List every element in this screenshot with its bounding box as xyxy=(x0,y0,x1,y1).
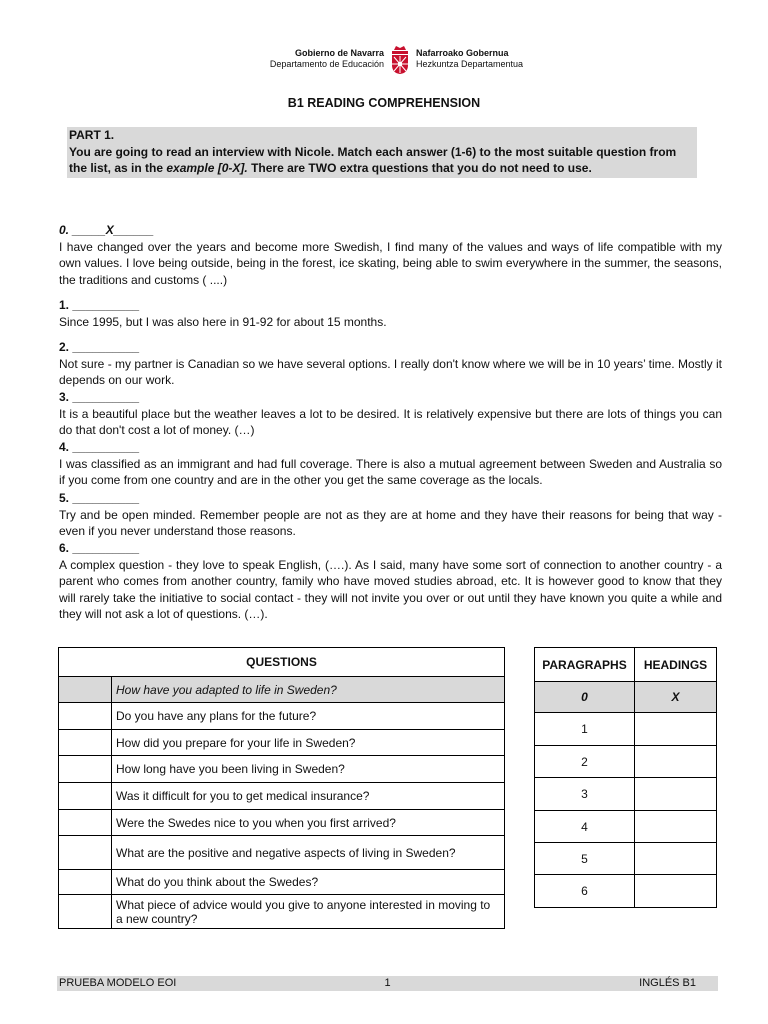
instructions-text-before: You are going to read an interview with Nicole. Match each answer (1-6) to the most suitable question from the list, as in the xyxy=(69,144,677,175)
org-eu-line1: Nafarroako Gobernua xyxy=(416,48,509,58)
org-eu-line2: Hezkuntza Departamentua xyxy=(416,59,524,69)
paragraph-3 xyxy=(59,389,722,439)
instructions-box xyxy=(67,127,697,178)
paragraph-number: 3 xyxy=(535,778,635,811)
org-name-spanish xyxy=(270,48,384,70)
heading-answer-cell[interactable] xyxy=(635,843,717,875)
answer-row xyxy=(535,875,717,908)
paragraph-text: It is a beautiful place but the weather leaves a lot to be desired. It is relatively expensive but there are lots of things you can do that don't cost a lot of money. (…) xyxy=(59,406,722,437)
answer-row xyxy=(535,778,717,811)
answer-row xyxy=(535,811,717,843)
paragraph-0 xyxy=(59,222,722,288)
paragraph-text: I have changed over the years and become more Swedish, I find many of the values and ways of life compatible with my own values. I love being outside, being in the forest, ice skating, being able to swim everywhere in the summer, the seasons, the traditions and customs ( ....) xyxy=(59,239,722,287)
question-row xyxy=(59,703,505,730)
org-es-line1: Gobierno de Navarra xyxy=(294,48,384,58)
paragraph-text: Not sure - my partner is Canadian so we have several options. I really don't know where we will be in 10 years’ time. Mostly it depends on our work. xyxy=(59,356,722,387)
question-row xyxy=(59,836,505,870)
answer-cell[interactable] xyxy=(59,730,112,756)
org-es-line2: Departamento de Educación xyxy=(269,59,384,69)
paragraph-label: 0. _____X______ xyxy=(59,223,154,237)
part-label: PART 1. xyxy=(69,128,115,142)
answer-cell[interactable] xyxy=(59,870,112,895)
paragraph-number: 2 xyxy=(535,746,635,778)
paragraph-number: 6 xyxy=(535,875,635,908)
paragraph-text: Try and be open minded. Remember people are not as they are at home and they have their reasons for being that way - even if you never understand those reasons. xyxy=(59,507,722,538)
answer-row xyxy=(535,843,717,875)
instructions-text-after: There are TWO extra questions that you do not need to use. xyxy=(247,161,592,175)
heading-answer-cell[interactable] xyxy=(635,746,717,778)
instructions-example: example [0-X]. xyxy=(166,161,248,175)
question-row xyxy=(59,810,505,836)
paragraph-4 xyxy=(59,439,722,489)
question-row xyxy=(59,783,505,810)
paragraph-1 xyxy=(59,297,722,330)
paragraph-6 xyxy=(59,540,722,623)
paragraph-label: 4. __________ xyxy=(59,440,140,454)
page-header xyxy=(0,45,768,79)
paragraph-5 xyxy=(59,490,722,540)
answer-row xyxy=(535,746,717,778)
paragraph-text: Since 1995, but I was also here in 91-92 for about 15 months. xyxy=(59,314,387,329)
question-row xyxy=(59,870,505,895)
answer-cell[interactable] xyxy=(59,756,112,783)
paragraph-label: 2. __________ xyxy=(59,340,140,354)
answer-cell[interactable] xyxy=(59,703,112,730)
paragraph-label: 1. __________ xyxy=(59,298,140,312)
paragraph-text: I was classified as an immigrant and had full coverage. There is also a mutual agreement between Sweden and Australia so if you come from one country and are in the other you get the same coverage as the locals. xyxy=(59,456,722,487)
paragraph-label: 5. __________ xyxy=(59,491,140,505)
page-number: 1 xyxy=(384,977,391,989)
question-text: What piece of advice would you give to anyone interested in moving to a new country? xyxy=(112,895,505,929)
heading-answer: X xyxy=(671,690,680,704)
question-row xyxy=(59,756,505,783)
question-text: Were the Swedes nice to you when you first arrived? xyxy=(112,810,505,836)
heading-answer-cell[interactable] xyxy=(635,778,717,811)
heading-answer-cell[interactable] xyxy=(635,713,717,746)
question-text: Was it difficult for you to get medical insurance? xyxy=(112,783,505,810)
paragraph-2 xyxy=(59,339,722,389)
paragraph-label: 3. __________ xyxy=(59,390,140,404)
question-text: How have you adapted to life in Sweden? xyxy=(116,682,337,697)
paragraph-number: 5 xyxy=(535,843,635,875)
footer-left: PRUEBA MODELO EOI xyxy=(59,977,177,989)
paragraphs-header: PARAGRAPHS xyxy=(535,648,635,682)
question-text: How did you prepare for your life in Sweden? xyxy=(112,730,505,756)
navarra-crest-icon xyxy=(390,45,410,75)
answer-cell[interactable] xyxy=(59,810,112,836)
heading-answer-cell[interactable] xyxy=(635,811,717,843)
answer-row xyxy=(535,713,717,746)
page-footer xyxy=(57,976,718,991)
footer-right: INGLÉS B1 xyxy=(639,977,696,989)
paragraph-number: 0 xyxy=(581,690,588,704)
question-text: What do you think about the Swedes? xyxy=(112,870,505,895)
question-row xyxy=(59,730,505,756)
org-name-basque xyxy=(416,48,523,70)
question-row xyxy=(59,895,505,929)
questions-table xyxy=(58,647,505,929)
answer-cell[interactable] xyxy=(59,895,112,929)
answer-cell[interactable] xyxy=(59,836,112,870)
document-title: B1 READING COMPREHENSION xyxy=(287,96,481,110)
questions-header: QUESTIONS xyxy=(59,648,505,677)
question-text: How long have you been living in Sweden? xyxy=(112,756,505,783)
heading-answer-cell[interactable] xyxy=(635,875,717,908)
headings-header: HEADINGS xyxy=(635,648,717,682)
answer-cell[interactable] xyxy=(59,783,112,810)
answer-table xyxy=(534,647,717,908)
question-text: Do you have any plans for the future? xyxy=(112,703,505,730)
question-row xyxy=(59,677,505,703)
paragraph-label: 6. __________ xyxy=(59,541,140,555)
instructions-text xyxy=(69,144,695,177)
paragraph-text: A complex question - they love to speak English, (….). As I said, many have some sort of connection to another country - a parent who comes from another country, family who have moved studies abroad, etc. It is however good to know that they will rarely take the initiative to social contact - they will not invite you over or out until they have known you quite a while and they will not ask a lot of questions. (…). xyxy=(59,557,722,621)
question-text: What are the positive and negative aspects of living in Sweden? xyxy=(112,836,505,870)
answer-row xyxy=(535,682,717,713)
paragraph-number: 4 xyxy=(535,811,635,843)
paragraph-number: 1 xyxy=(535,713,635,746)
